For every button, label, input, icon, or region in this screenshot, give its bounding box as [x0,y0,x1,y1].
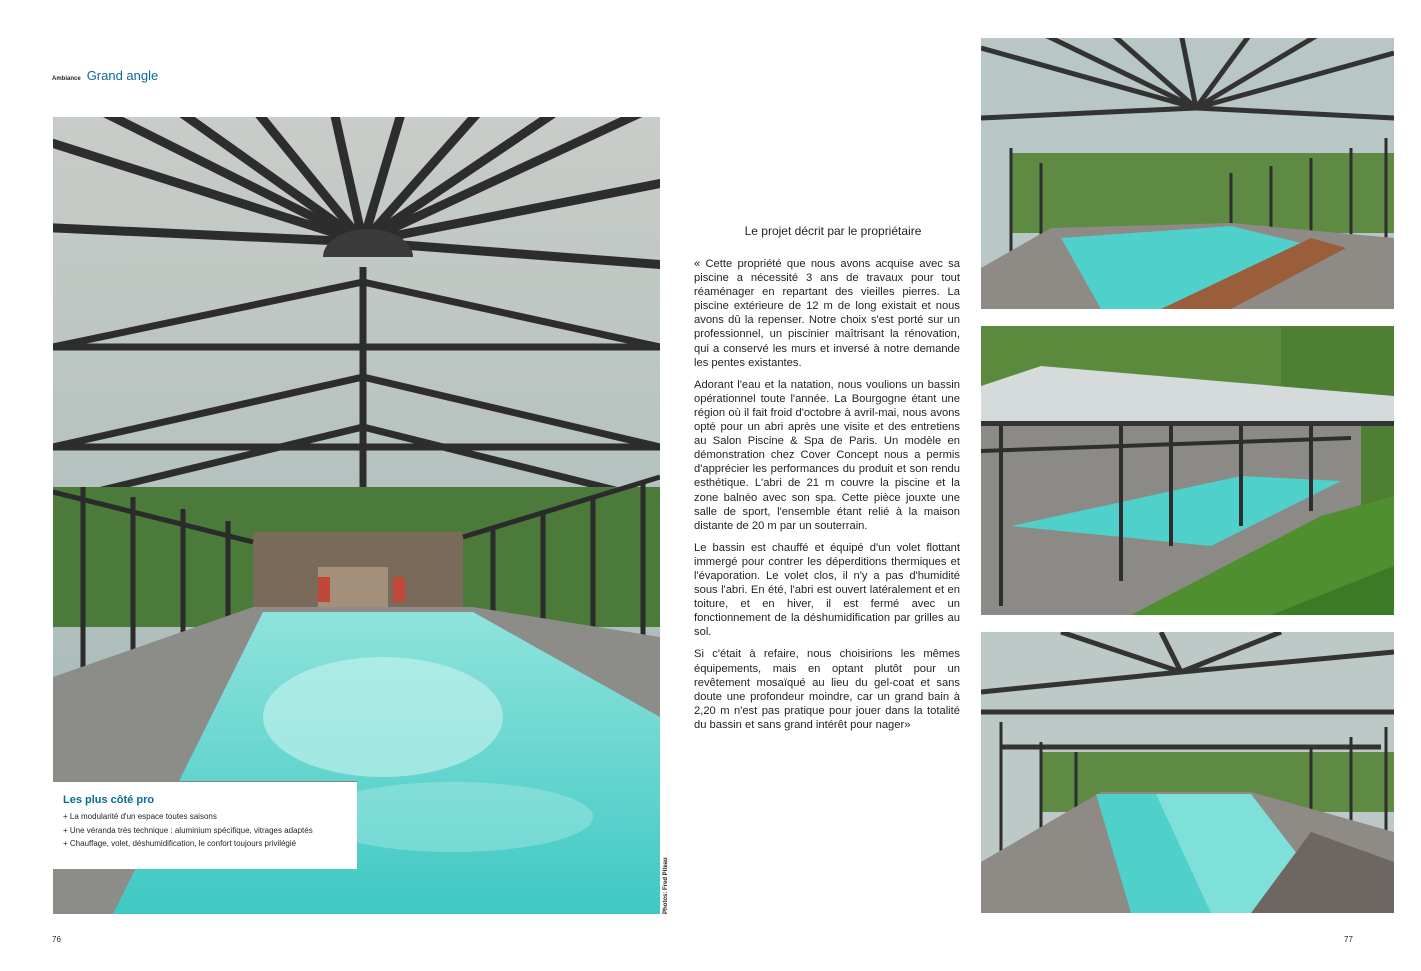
pro-item: + Chauffage, volet, déshumidification, le confort toujours privilégié [63,839,297,848]
interior-pool-photo [981,632,1394,913]
article-paragraph: Si c'était à refaire, nous choisirions les mêmes équipements, mais en optant plutôt pour un revêtement mosaïqué au lieu du gel-coat et sans doute une profondeur moindre, car un grand bain à 2,20 m n'est pas pratique pour jouer dans la totalité du bassin et sans grand intérêt pour nager» [694,648,960,731]
pro-box-title: Les plus côté pro [63,794,155,806]
pro-item: + La modularité d'un espace toutes saisons [63,812,217,821]
pool-deck-photo [981,38,1394,309]
article-heading: Le projet décrit par le propriétaire [744,224,922,238]
article-paragraph: Adorant l'eau et la natation, nous voulions un bassin opérationnel toute l'année. La Bourgogne étant une région où il fait froid d'octobre à avril-mai, nous avons opté pour un abri après une visite et des entretiens au Salon Piscine & Spa de Paris. Un modèle en démonstration chez Cover Concept nous a permis d'apprécier les performances du produit et son rendu esthétique. L'abri de 21 m couvre la piscine et la zone balnéo avec son spa. Cette pièce jouxte une salle de sport, l'ensemble étant relié à la maison distante de 20 m par un souterrain. [694,378,960,532]
article-paragraph: Le bassin est chauffé et équipé d'un volet flottant immergé pour contrer les déperditions thermiques et l'évaporation. Le volet clos, il n'y a pas d'humidité sous l'abri. En été, l'abri est ouvert latéralement et en toiture, et en hiver, il est fermé avec un fonctionnement de la déshumidification par grilles au sol. [694,541,960,639]
section-header [52,68,158,83]
article [694,224,960,740]
article-paragraph: « Cette propriété que nous avons acquise avec sa piscine a nécessité 3 ans de travaux pour tout réaménager en repartant des vieilles pierres. La piscine extérieure de 12 m de long existait et nous avons dû la repenser. Notre choix s'est porté sur un professionnel, un piscinier maîtrisant la rénovation, qui a conservé les murs et inversé à notre demande les pentes existantes. [694,258,960,369]
exterior-enclosure-photo [981,326,1394,615]
photo-credit: Photos: Fred Piteau [663,857,669,914]
pro-highlights-box [53,781,357,869]
section-title: Grand angle [86,68,159,83]
page-number-left: 76 [52,935,61,944]
pro-item: + Une véranda très technique : aluminium spécifique, vitrages adaptés [63,825,313,835]
page-number-right: 77 [1344,935,1353,944]
section-label: Ambiance [52,76,81,82]
